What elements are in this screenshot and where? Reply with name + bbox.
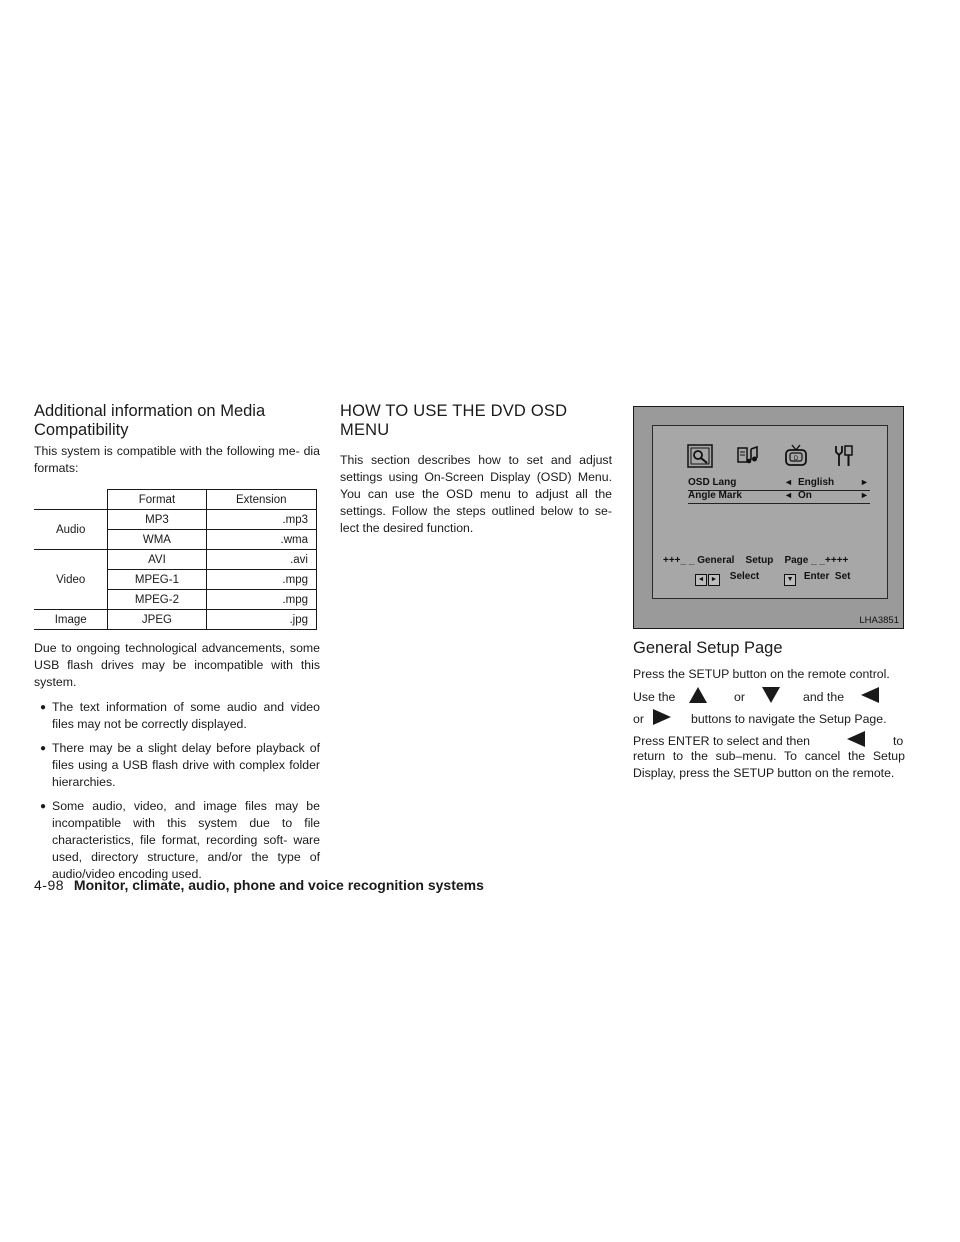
group-cell-audio: Audio [34, 510, 108, 550]
bullet-icon: ● [40, 702, 47, 713]
select-label: Select [729, 571, 760, 582]
media-format-table [34, 489, 317, 630]
nav-tail-text: buttons to navigate the Setup Page. [691, 712, 887, 726]
heading-line-1: Additional information on Media [34, 402, 266, 420]
left-arrow-icon [847, 731, 865, 747]
media-compatibility-heading [34, 402, 320, 440]
navigate-line-1 [633, 686, 905, 708]
list-item [34, 699, 320, 733]
general-setup-column [633, 406, 905, 782]
dvd-osd-heading: HOW TO USE THE DVD OSD MENU [340, 402, 568, 439]
left-arrow-icon: ◄ [784, 490, 793, 500]
or-text: or [734, 690, 745, 704]
table-corner-cell [34, 490, 108, 510]
bullet-text: The text information of some audio and video files may not be correctly displayed. [52, 700, 320, 731]
setup-page-title [663, 555, 848, 566]
or-text: or [633, 712, 644, 726]
tv-icon [783, 444, 809, 468]
down-key-icon: ▼ [784, 574, 796, 586]
bullet-icon: ● [40, 801, 47, 812]
extension-cell: .wma [206, 530, 317, 550]
group-cell-image: Image [34, 610, 108, 630]
format-cell: MP3 [108, 510, 206, 530]
extension-cell: .avi [206, 550, 317, 570]
general-setup-heading: General Setup Page [633, 639, 783, 657]
format-cell: MPEG-2 [108, 590, 206, 610]
osd-screen [652, 425, 888, 599]
group-cell-video: Video [34, 550, 108, 610]
left-key-icon: ◄ [695, 574, 707, 586]
down-arrow-icon [762, 687, 780, 703]
svg-text:D: D [793, 456, 799, 462]
right-arrow-icon: ► [860, 490, 869, 500]
left-arrow-icon [861, 687, 879, 703]
page-footer [34, 877, 484, 893]
osd-divider [688, 503, 870, 504]
osd-lang-value: English [798, 477, 835, 488]
angle-mark-value: On [798, 490, 812, 501]
table-row [34, 510, 317, 530]
audio-note-icon [735, 444, 761, 468]
title-text: General Setup Page [697, 555, 809, 566]
dvd-osd-body: This section describes how to set and adjust settings using On-Screen Display (OSD) Menu. You can use the OSD menu to adjust all the settings. Follow the steps outlined below to se- lect the desired function. [340, 453, 612, 535]
compatibility-intro: This system is compatible with the following me- dia formats: [34, 444, 320, 475]
compatibility-bullet-list [34, 699, 320, 883]
section-title: Monitor, climate, audio, phone and voice recognition systems [73, 877, 484, 893]
bullet-text: Some audio, video, and image files may be incompatible with this system due to file characteristics, file format, recording soft- ware used, directory structure, and/or the type of audio/video encoding used. [52, 799, 320, 881]
format-cell: WMA [108, 530, 206, 550]
extension-cell: .jpg [206, 610, 317, 630]
use-the-text: Use the [633, 690, 676, 704]
navigate-line-2 [633, 708, 905, 730]
enter-line [633, 730, 905, 752]
table-row [34, 610, 317, 630]
setup-cancel-text: return to the sub–menu. To cancel the Setup Display, press the SETUP button on the remote. [633, 749, 905, 780]
table-header-row [34, 490, 317, 510]
to-text: to [893, 734, 904, 748]
setup-instruction: Press the SETUP button on the remote control. [633, 667, 890, 681]
enter-set-label: Enter Set [803, 571, 851, 582]
dvd-osd-column [340, 402, 612, 537]
format-cell: JPEG [108, 610, 206, 630]
angle-mark-label: Angle Mark [688, 490, 742, 501]
osd-menu-figure [633, 406, 904, 629]
extension-cell: .mp3 [206, 510, 317, 530]
column-header-extension: Extension [206, 490, 317, 510]
tools-icon [831, 444, 857, 468]
left-arrow-icon: ◄ [784, 477, 793, 487]
osd-key-legend [695, 571, 851, 586]
figure-code: LHA3851 [859, 615, 899, 626]
and-the-text: and the [803, 690, 845, 704]
bullet-text: There may be a slight delay before playback of files using a USB flash drive with complex folder hierarchies. [52, 741, 320, 789]
osd-lang-label: OSD Lang [688, 477, 737, 488]
right-arrow-icon [653, 709, 671, 725]
extension-cell: .mpg [206, 590, 317, 610]
bullet-icon: ● [40, 743, 47, 754]
extension-cell: .mpg [206, 570, 317, 590]
compatibility-note: Due to ongoing technological advancements, some USB flash drives may be incompatible with this system. [34, 641, 320, 689]
press-enter-text: Press ENTER to select and then [633, 734, 811, 748]
title-suffix: _ _++++ [811, 555, 849, 566]
list-item [34, 740, 320, 791]
heading-line-2: Compatibility [34, 421, 129, 439]
list-item [34, 798, 320, 883]
right-arrow-icon: ► [860, 477, 869, 487]
magnifier-icon [687, 444, 713, 468]
title-prefix: +++_ _ [663, 555, 695, 566]
table-row [34, 550, 317, 570]
right-key-icon: ► [708, 574, 720, 586]
page-number: 4-98 [34, 877, 65, 893]
format-cell: AVI [108, 550, 206, 570]
format-cell: MPEG-1 [108, 570, 206, 590]
media-compatibility-column [34, 402, 320, 890]
column-header-format: Format [108, 490, 206, 510]
up-arrow-icon [689, 687, 707, 703]
